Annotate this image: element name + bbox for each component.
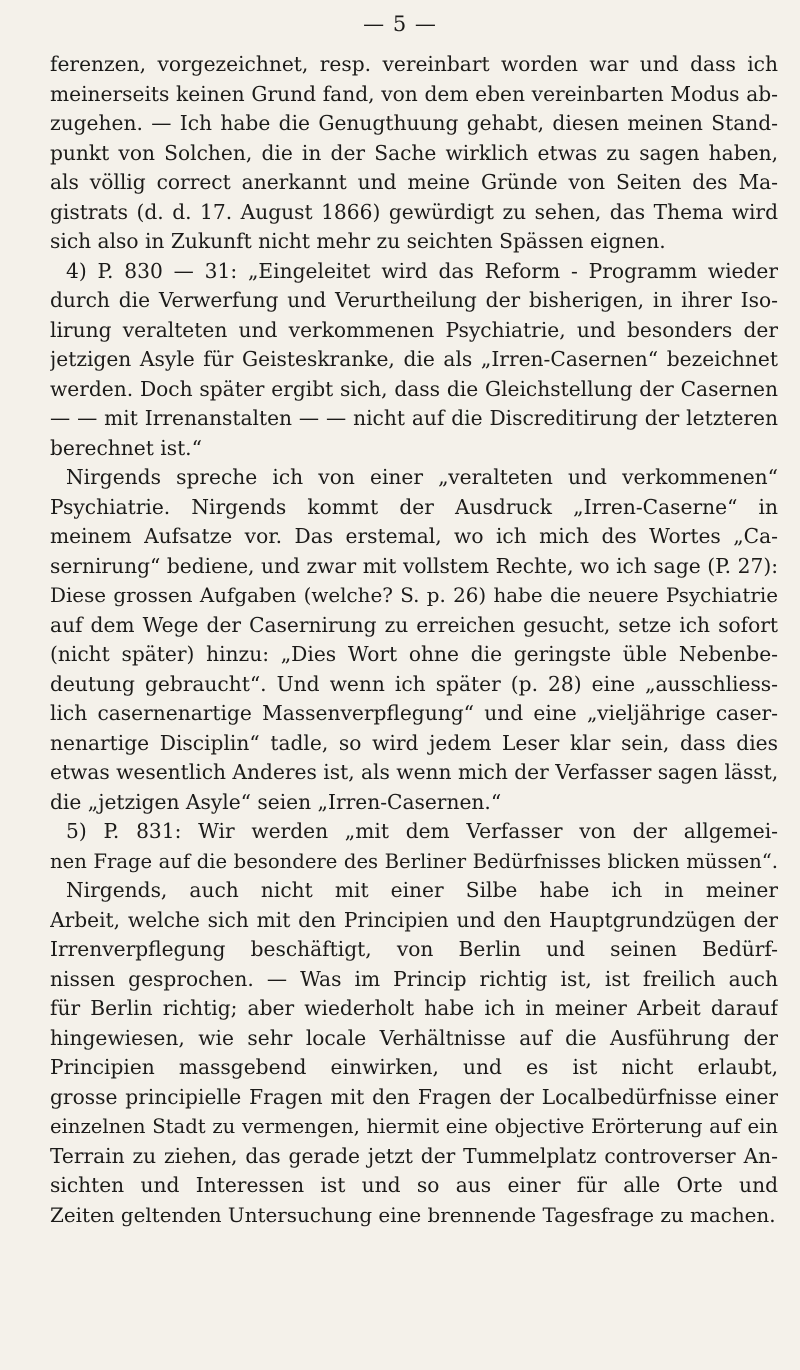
text-line: die „jetzigen Asyle“ seien „Irren-Casernen.“ (50, 789, 502, 814)
text-line: sernirung“ bediene, und zwar mit vollstem Rechte, wo ich sage (P. 27): (50, 553, 778, 578)
text-line: Principien massgebend einwirken, und es ist nicht erlaubt, (50, 1055, 778, 1079)
text-line: lich casernenartige Massenverpflegung“ und eine „vieljährige caser- (50, 701, 778, 725)
text-line: 5) P. 831: Wir werden „mit dem Verfasser von der allgemei- (66, 819, 778, 843)
text-line: lirung veralteten und verkommenen Psychiatrie, und besonders der (50, 317, 778, 342)
text-line: Terrain zu ziehen, das gerade jetzt der Tummelplatz controverser An- (50, 1143, 778, 1168)
text-line: für Berlin richtig; aber wiederholt habe ich in meiner Arbeit darauf (50, 996, 778, 1020)
text-line: (nicht später) hinzu: „Dies Wort ohne die geringste üble Nebenbe- (50, 642, 778, 666)
text-line: hingewiesen, wie sehr locale Verhältnisse auf die Ausführung der (50, 1025, 778, 1050)
text-line: jetzigen Asyle für Geisteskranke, die als „Irren-Casernen“ bezeichnet (50, 347, 778, 371)
text-line: meinem Aufsatze vor. Das erstemal, wo ich mich des Wortes „Ca- (50, 524, 778, 548)
text-line: durch die Verwerfung und Verurtheilung der bisherigen, in ihrer Iso- (50, 288, 778, 312)
text-line: Nirgends, auch nicht mit einer Silbe habe ich in meiner (66, 878, 778, 902)
text-line: auf dem Wege der Casernirung zu erreichen gesucht, setze ich sofort (50, 612, 778, 637)
text-line: gistrats (d. d. 17. August 1866) gewürdigt zu sehen, das Thema wird (50, 199, 778, 224)
text-line: einzelnen Stadt zu vermengen, hiermit eine objective Erörterung auf ein (50, 1115, 778, 1138)
text-line: ferenzen, vorgezeichnet, resp. vereinbart worden war und dass ich (50, 52, 778, 76)
text-line: etwas wesentlich Anderes ist, als wenn mich der Verfasser sagen lässt, (50, 760, 778, 784)
text-line: nen Frage auf die besondere des Berliner Bedürfnisses blicken müssen“. (50, 849, 778, 873)
text-line: Diese grossen Aufgaben (welche? S. p. 26) habe die neuere Psychiatrie (50, 584, 778, 607)
text-line: — — mit Irrenanstalten — — nicht auf die Discreditirung der letzteren (50, 406, 778, 430)
text-line: berechnet ist.“ (50, 435, 202, 460)
text-line: nenartige Disciplin“ tadle, so wird jedem Leser klar sein, dass dies (50, 730, 778, 755)
text-line: deutung gebraucht“. Und wenn ich später (p. 28) eine „ausschliess- (50, 671, 778, 696)
text-line: Nirgends spreche ich von einer „veralteten und verkommenen“ (66, 465, 778, 489)
text-line: punkt von Solchen, die in der Sache wirklich etwas zu sagen haben, (50, 140, 778, 165)
text-line: zugehen. — Ich habe die Genugthuung gehabt, diesen meinen Stand- (50, 111, 778, 135)
text-line: sichten und Interessen ist und so aus einer für alle Orte und (50, 1173, 778, 1197)
page-number: — 5 — (363, 12, 437, 36)
text-line: Zeiten geltenden Untersuchung eine brennende Tagesfrage zu machen. (50, 1203, 776, 1227)
text-line: Arbeit, welche sich mit den Principien und den Hauptgrundzügen der (50, 907, 778, 932)
text-line: meinerseits keinen Grund fand, von dem eben vereinbarten Modus ab- (50, 81, 778, 106)
body-text (50, 50, 778, 1230)
text-line: als völlig correct anerkannt und meine Gründe von Seiten des Ma- (50, 170, 778, 194)
text-line: werden. Doch später ergibt sich, dass die Gleichstellung der Casernen (50, 376, 778, 401)
text-line: grosse principielle Fragen mit den Fragen der Localbedürfnisse einer (50, 1084, 778, 1109)
text-line: sich also in Zukunft nicht mehr zu seichten Spässen eignen. (50, 229, 666, 253)
text-line: Irrenverpflegung beschäftigt, von Berlin und seinen Bedürf- (50, 937, 778, 961)
text-line: nissen gesprochen. — Was im Princip richtig ist, ist freilich auch (50, 966, 778, 991)
text-line: 4) P. 830 — 31: „Eingeleitet wird das Reform - Programm wieder (66, 258, 778, 283)
text-line: Psychiatrie. Nirgends kommt der Ausdruck „Irren-Caserne“ in (50, 494, 778, 519)
